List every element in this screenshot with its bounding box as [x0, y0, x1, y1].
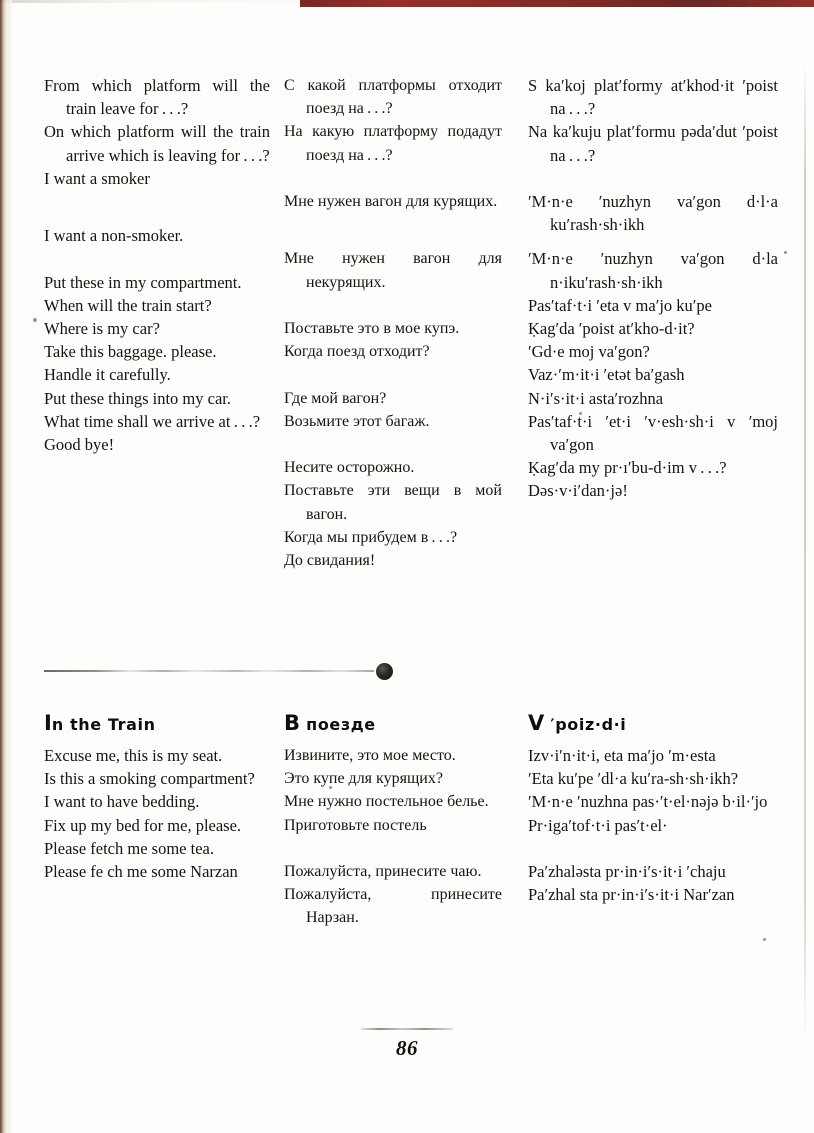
divider-dot-ornament	[376, 663, 393, 680]
footer-rule	[361, 1028, 453, 1030]
phrase-english: What time shall we arrive at . . .?	[44, 411, 261, 431]
phrase-english: Good bye!	[44, 435, 115, 455]
phrase-english: From which platform will the train leave for . . .?	[44, 76, 275, 119]
page-number: 86	[396, 1036, 418, 1060]
column-english-top	[44, 74, 275, 456]
scan-edge-artifact-left	[0, 0, 7, 1133]
phrase-english: Put these in my compartment.	[44, 272, 242, 292]
spacer	[284, 363, 502, 386]
spacer	[528, 837, 778, 860]
section-heading-text: поезде	[300, 715, 376, 734]
phrase-transcription: ′Gd·e moj va′gon?	[528, 342, 650, 362]
phrase-transcription: ′M·n·e ′nuzhna pas·′t·el·nəjə b·il·′jo	[528, 792, 768, 812]
spacer	[44, 247, 270, 270]
phrase-transcription: Ḳag′da ′poist at′kho-d·it?	[528, 319, 695, 339]
section-heading-text: ′poiz·d·i	[544, 715, 627, 734]
phrase-russian: На какую платформу подадут поезд на . . .?	[284, 123, 506, 164]
column-russian-bottom	[284, 744, 506, 930]
section-heading-initial: V	[528, 711, 545, 735]
spacer	[44, 213, 270, 224]
phrase-russian: Мне нужен вагон для курящих.	[284, 193, 498, 210]
phrase-english: I want a non-smoker.	[44, 226, 184, 246]
phrase-english: Handle it carefully.	[44, 365, 171, 385]
spacer	[284, 167, 502, 190]
phrase-russian: Когда мы прибудем в . . .?	[284, 528, 458, 546]
scan-speck	[784, 251, 787, 254]
divider-rule	[44, 670, 374, 672]
column-transcription-top	[528, 74, 783, 503]
scan-speck	[33, 318, 37, 322]
spacer	[284, 294, 502, 317]
column-russian-top	[284, 74, 506, 572]
phrase-russian: Поставьте это в мое купэ.	[284, 319, 460, 337]
phrase-transcription: Dəs·v·i′dan·jə!	[528, 481, 628, 501]
phrase-russian: Приготовьте постель	[284, 816, 427, 834]
phrase-english: Is this a smoking compartment?	[44, 769, 255, 789]
spacer	[284, 213, 502, 236]
phrase-english: Take this baggage. please.	[44, 342, 217, 362]
phrase-english: On which platform will the train arrive which is leaving for . . .?	[44, 122, 275, 165]
phrase-transcription: S ka′koj plat′formy at′khod·it ′poist na . . .?	[528, 76, 783, 119]
spacer	[528, 236, 778, 247]
spacer	[44, 190, 270, 213]
section-divider	[44, 662, 394, 678]
phrase-russian: Это купе для курящих?	[284, 770, 443, 788]
phrase-russian: Пожалуйста, принесите Нарзан.	[284, 886, 506, 927]
column-transcription-bottom	[528, 744, 778, 906]
phrase-english: Fix up my bed for me, please.	[44, 815, 242, 835]
phrase-english: Put these things into my car.	[44, 388, 231, 408]
spacer	[284, 236, 502, 247]
phrase-english: Where is my car?	[44, 319, 160, 338]
phrase-english: When will the train start?	[44, 295, 212, 315]
scan-edge-artifact-right	[804, 60, 806, 1040]
phrase-russian: Возьмите этот багаж.	[284, 412, 430, 430]
phrase-english: Excuse me, this is my seat.	[44, 746, 223, 765]
phrase-russian: Извините, это мое место.	[284, 747, 456, 764]
section-heading-english	[44, 711, 270, 735]
scan-edge-artifact-top-left	[0, 0, 320, 3]
phrase-transcription: N·i′s·it·i asta′rozhna	[528, 388, 664, 408]
column-english-bottom	[44, 744, 270, 883]
phrase-russian: До свидания!	[284, 551, 376, 569]
scan-edge-artifact-top	[300, 0, 814, 7]
section-heading-initial: I	[44, 711, 52, 735]
phrase-english: I want a smoker	[44, 168, 150, 188]
section-heading-initial: В	[284, 711, 301, 735]
scan-edge-artifact-left-inner	[7, 0, 12, 1133]
phrase-transcription: Pr·iga′tof·t·i pas′t·el·	[528, 815, 668, 835]
phrase-russian: Где мой вагон?	[284, 389, 387, 407]
phrase-transcription: Pas′taf·t·i ′eta v ma′jo ku′pe	[528, 295, 712, 315]
phrase-russian: Пожалуйста, принесите чаю.	[284, 863, 482, 880]
spacer	[284, 433, 502, 456]
section-heading-russian	[284, 711, 502, 735]
phrase-russian: Мне нужен вагон для некурящих.	[284, 250, 506, 291]
phrase-english: I want to have bedding.	[44, 792, 200, 812]
phrase-russian: С какой платформы отходит поезд на . . .?	[284, 77, 506, 118]
phrase-transcription: Pa′zhaləsta pr·in·i′s·it·i ′chaju	[528, 862, 726, 881]
phrase-transcription: ′M·n·e ′nuzhyn va′gon d·l·a ku′rash·sh·ikh	[528, 192, 783, 235]
phrase-english: Please fetch me some tea.	[44, 838, 214, 858]
phrase-russian: Когда поезд отходит?	[284, 343, 430, 361]
phrase-transcription: Na ka′kuju plat′formu pəda′dut ′poist na . . .?	[528, 122, 783, 165]
section-heading-text: n the Train	[51, 715, 156, 734]
phrase-transcription: Ḳag′da my pr·ı′bu-d·im v . . .?	[528, 458, 727, 478]
phrase-transcription: ′Eta ku′pe ′dl·a ku′ra-sh·sh·ikh?	[528, 769, 739, 789]
section-heading-transcription	[528, 711, 778, 735]
phrase-transcription: Izv·i′n·it·i, eta ma′jo ′m·esta	[528, 746, 716, 765]
spacer	[528, 167, 778, 190]
phrase-transcription: Vaz·′m·it·i ′etət ba′gash	[528, 365, 685, 385]
phrase-russian: Мне нужно постельное белье.	[284, 793, 489, 811]
phrase-transcription: ′M·n·e ′nuzhyn va′gon d·la n·iku′rash·sh·ikh	[528, 249, 783, 292]
phrase-russian: Несите осторожно.	[284, 459, 415, 477]
spacer	[284, 837, 502, 860]
scan-speck	[763, 938, 766, 941]
phrase-transcription: Pa′zhal sta pr·in·i′s·it·i Nar′zan	[528, 885, 735, 905]
phrase-english: Please fe ch me some Narzan	[44, 862, 238, 882]
phrase-russian: Поставьте эти вещи в мой вагон.	[284, 482, 506, 523]
page-footer	[0, 1028, 814, 1061]
phrase-transcription: Pas′taf·t·i ′et·i ′v·esh·sh·i v ′moj va′gon	[528, 411, 783, 455]
